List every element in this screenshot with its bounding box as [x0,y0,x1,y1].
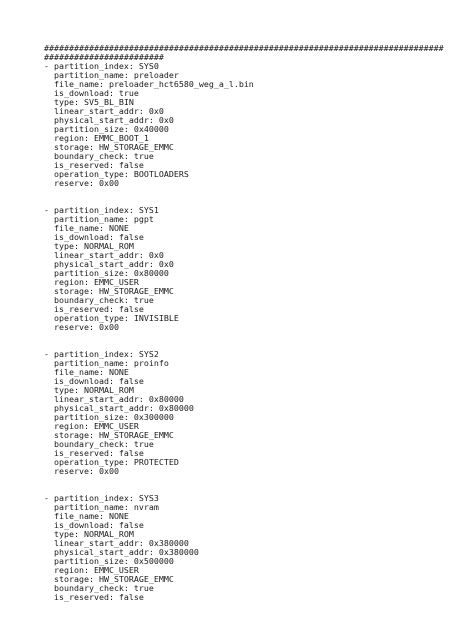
partition-field-line: partition_name: pgpt [54,214,154,224]
partition-field-line: storage: HW_STORAGE_EMMC [54,430,174,440]
partition-field-line: operation_type: INVISIBLE [54,313,179,323]
partition-field-line: physical_start_addr: 0x0 [54,259,174,269]
partition-field-line: is_reserved: false [54,160,144,170]
partition-index-line: - partition_index: SYS2 [44,349,159,359]
partition-field-line: reserve: 0x00 [54,466,119,476]
partition-field-line: is_download: false [54,520,144,530]
partition-field-line: storage: HW_STORAGE_EMMC [54,574,174,584]
partition-field-line: boundary_check: true [54,295,154,305]
partition-index-line: - partition_index: SYS3 [44,493,159,503]
partition-field-line: reserve: 0x00 [54,322,119,332]
separator-line-continued: ######################## [44,53,164,62]
partition-field-line: file_name: NONE [54,367,129,377]
partition-entry [44,206,464,332]
partition-field-line: partition_name: proinfo [54,358,169,368]
partition-field-line: region: EMMC_USER [54,421,139,431]
partition-field-line: type: NORMAL_ROM [54,529,134,539]
partition-field-line: region: EMMC_BOOT_1 [54,133,149,143]
partition-field-line: boundary_check: true [54,583,154,593]
partition-field-line: is_reserved: false [54,448,144,458]
partition-field-line: is_download: false [54,376,144,386]
partition-field-line: operation_type: PROTECTED [54,457,179,467]
partition-field-line: operation_type: BOOTLOADERS [54,169,189,179]
partition-field-line: physical_start_addr: 0x80000 [54,403,194,413]
partition-field-line: physical_start_addr: 0x380000 [54,547,199,557]
partition-field-line: partition_size: 0x40000 [54,124,169,134]
partition-field-line: file_name: NONE [54,223,129,233]
partition-field-line: linear_start_addr: 0x80000 [54,394,184,404]
partition-field-line: partition_size: 0x500000 [54,556,174,566]
partition-field-line: is_download: true [54,88,139,98]
partition-entry [44,62,464,188]
partition-field-line: reserve: 0x00 [54,178,119,188]
partition-entry [44,350,464,476]
document-page [44,44,464,620]
partition-field-line: partition_name: nvram [54,502,159,512]
partition-field-line: region: EMMC_USER [54,565,139,575]
partition-field-line: is_download: false [54,232,144,242]
partition-field-line: physical_start_addr: 0x0 [54,115,174,125]
partition-field-line: type: NORMAL_ROM [54,241,134,251]
partition-field-line: type: NORMAL_ROM [54,385,134,395]
partition-field-line: linear_start_addr: 0x0 [54,250,164,260]
partition-index-line: - partition_index: SYS1 [44,205,159,215]
partition-field-line: partition_size: 0x300000 [54,412,174,422]
partition-field-line: type: SV5_BL_BIN [54,97,134,107]
separator-line: ################################################################################ [44,44,444,53]
partition-field-line: linear_start_addr: 0x0 [54,106,164,116]
partition-index-line: - partition_index: SYS0 [44,61,159,71]
partition-field-line: boundary_check: true [54,151,154,161]
partition-field-line: storage: HW_STORAGE_EMMC [54,286,174,296]
partition-list [44,62,464,602]
partition-field-line: file_name: preloader_hct6580_weg_a_l.bin [54,79,254,89]
partition-field-line: linear_start_addr: 0x380000 [54,538,189,548]
partition-field-line: is_reserved: false [54,304,144,314]
partition-entry [44,494,464,602]
partition-field-line: partition_name: preloader [54,70,179,80]
partition-field-line: is_reserved: false [54,592,144,602]
partition-field-line: file_name: NONE [54,511,129,521]
partition-field-line: region: EMMC_USER [54,277,139,287]
partition-field-line: storage: HW_STORAGE_EMMC [54,142,174,152]
partition-field-line: boundary_check: true [54,439,154,449]
partition-field-line: partition_size: 0x80000 [54,268,169,278]
